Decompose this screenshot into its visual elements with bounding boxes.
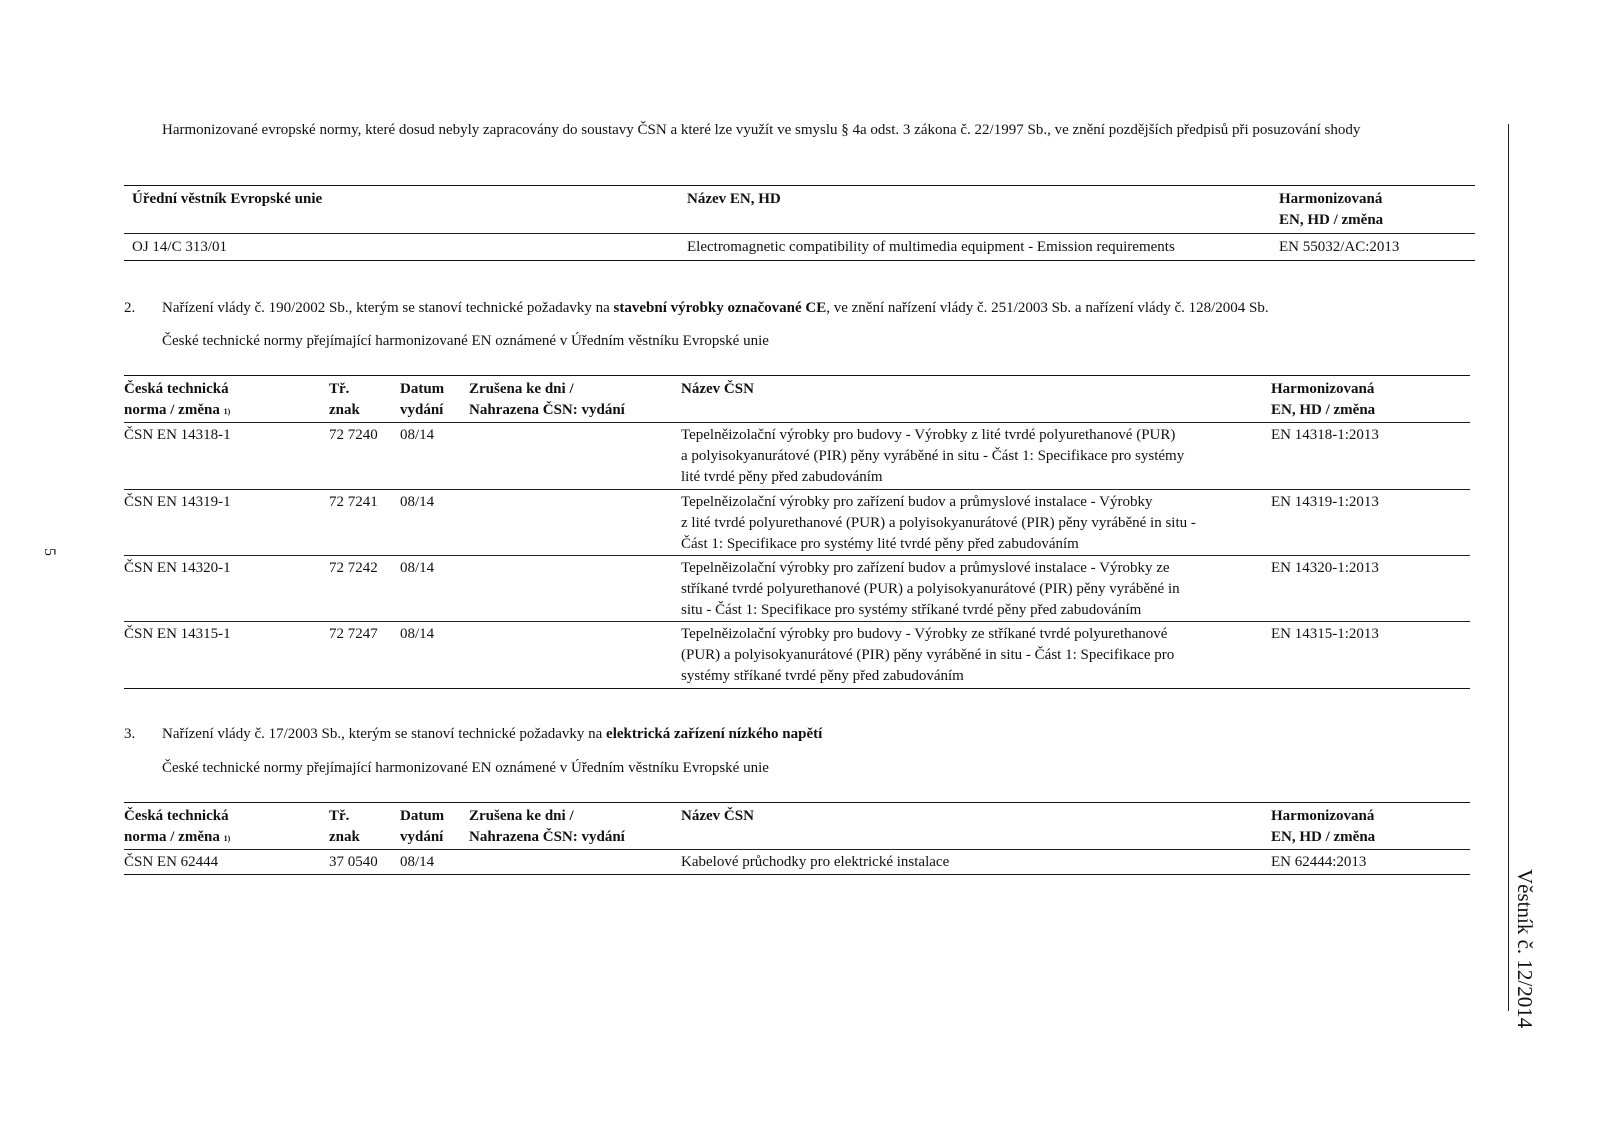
cell-norm: ČSN EN 14318-1 (124, 427, 231, 443)
cell-csn-name-l3: systémy stříkané tvrdé pěny před zabudováním (681, 668, 964, 684)
col-header-class-l2: znak (329, 829, 360, 845)
cell-date: 08/14 (400, 494, 435, 510)
journal-title: Věstník č. 12/2014 (1513, 869, 1537, 1029)
cell-norm: ČSN EN 14319-1 (124, 494, 231, 510)
cell-date: 08/14 (400, 560, 435, 576)
cell-name: Electromagnetic compatibility of multimedia equipment - Emission requirements (687, 239, 1175, 255)
col-header-norm-l1: Česká technická (124, 381, 229, 397)
cell-csn-name-l1: Tepelněizolační výrobky pro budovy - Výrobky z lité tvrdé polyurethanové (PUR) (681, 427, 1176, 443)
col-header-norm-l2: norma / změna $^{1)}$ (124, 402, 231, 418)
table-rule (124, 555, 1470, 556)
col-header-norm-l2: norma / změna $^{1)}$ (124, 829, 231, 845)
cell-csn-name-l1: Tepelněizolační výrobky pro zařízení budov a průmyslové instalace - Výrobky ze (681, 560, 1170, 576)
col-header-harmonized-l1: Harmonizovaná (1271, 808, 1375, 824)
cell-csn-name-l1: Tepelněizolační výrobky pro budovy - Výrobky ze stříkané tvrdé polyurethanové (681, 626, 1168, 642)
cell-csn-name-l3: lité tvrdé pěny před zabudováním (681, 469, 883, 485)
table-rule (124, 185, 1475, 186)
table-rule (124, 874, 1470, 875)
col-header-harmonized-l1: Harmonizovaná (1271, 381, 1375, 397)
table-rule (124, 621, 1470, 622)
table-rule (124, 233, 1475, 234)
cell-csn-name-l2: a polyisokyanurátové (PIR) pěny vyráběné in situ - Část 1: Specifikace pro systémy (681, 448, 1185, 464)
table-rule (124, 260, 1475, 261)
cell-class: 72 7242 (329, 560, 378, 576)
section-number: 2. (124, 300, 136, 316)
cell-harmonized: EN 62444:2013 (1271, 854, 1367, 870)
cell-csn-name-l2: z lité tvrdé polyurethanové (PUR) a polyisokyanurátové (PIR) pěny vyráběné in situ - (681, 515, 1196, 531)
cell-class: 72 7240 (329, 427, 378, 443)
cell-class: 72 7247 (329, 626, 378, 642)
cell-csn-name: Kabelové průchodky pro elektrické instalace (681, 854, 950, 870)
table-rule (124, 422, 1470, 423)
margin-rule (1508, 124, 1509, 1011)
intro-paragraph: Harmonizované evropské normy, které dosud nebyly zapracovány do soustavy ČSN a které lze využít ve smyslu § 4a odst. 3 zákona č. 22/1997 Sb., ve znění pozdějších předpisů při posuzování shody (162, 122, 1361, 138)
table-rule (124, 489, 1470, 490)
section-heading: Nařízení vlády č. 17/2003 Sb., kterým se stanoví technické požadavky na elektrická zařízení nízkého napětí (162, 726, 823, 742)
section-number: 3. (124, 726, 136, 742)
cell-harmonized: EN 14315-1:2013 (1271, 626, 1379, 642)
table-rule (124, 688, 1470, 689)
col-header-journal: Úřední věstník Evropské unie (132, 191, 323, 207)
cell-csn-name-l2: (PUR) a polyisokyanurátové (PIR) pěny vyráběné in situ - Část 1: Specifikace pro (681, 647, 1175, 663)
table-rule (124, 375, 1470, 376)
col-header-harmonized-l2: EN, HD / změna (1279, 212, 1384, 228)
col-header-class-l1: Tř. (329, 381, 350, 397)
col-header-replaced-l1: Zrušena ke dni / (469, 381, 574, 397)
section-heading: Nařízení vlády č. 190/2002 Sb., kterým se stanoví technické požadavky na stavební výrobky označované CE, ve znění nařízení vlády č. 251/2003 Sb. a nařízení vlády č. 128/2004 Sb. (162, 300, 1269, 316)
col-header-harmonized-l2: EN, HD / změna (1271, 402, 1376, 418)
cell-class: 37 0540 (329, 854, 378, 870)
cell-norm: ČSN EN 62444 (124, 854, 219, 870)
cell-norm: ČSN EN 14320-1 (124, 560, 231, 576)
cell-csn-name-l1: Tepelněizolační výrobky pro zařízení budov a průmyslové instalace - Výrobky (681, 494, 1153, 510)
col-header-date-l1: Datum (400, 381, 445, 397)
cell-harmonized: EN 14319-1:2013 (1271, 494, 1379, 510)
col-header-date-l1: Datum (400, 808, 445, 824)
col-header-class-l1: Tř. (329, 808, 350, 824)
cell-harmonized: EN 55032/AC:2013 (1279, 239, 1400, 255)
cell-date: 08/14 (400, 854, 435, 870)
page-number: 5 (41, 548, 58, 556)
col-header-replaced-l2: Nahrazena ČSN: vydání (469, 829, 625, 845)
cell-date: 08/14 (400, 626, 435, 642)
cell-class: 72 7241 (329, 494, 378, 510)
section-subtitle: České technické normy přejímající harmonizované EN oznámené v Úředním věstníku Evropské unie (162, 333, 769, 349)
cell-harmonized: EN 14320-1:2013 (1271, 560, 1379, 576)
cell-csn-name-l3: Část 1: Specifikace pro systémy lité tvrdé pěny před zabudováním (681, 536, 1079, 552)
section-subtitle: České technické normy přejímající harmonizované EN oznámené v Úředním věstníku Evropské unie (162, 760, 769, 776)
col-header-csn-name: Název ČSN (681, 808, 754, 824)
cell-date: 08/14 (400, 427, 435, 443)
cell-csn-name-l3: situ - Část 1: Specifikace pro systémy stříkané tvrdé pěny před zabudováním (681, 602, 1142, 618)
col-header-harmonized-l1: Harmonizovaná (1279, 191, 1383, 207)
col-header-replaced-l2: Nahrazena ČSN: vydání (469, 402, 625, 418)
col-header-replaced-l1: Zrušena ke dni / (469, 808, 574, 824)
col-header-class-l2: znak (329, 402, 360, 418)
col-header-date-l2: vydání (400, 402, 444, 418)
table-rule (124, 849, 1470, 850)
cell-norm: ČSN EN 14315-1 (124, 626, 231, 642)
col-header-harmonized-l2: EN, HD / změna (1271, 829, 1376, 845)
col-header-norm-l1: Česká technická (124, 808, 229, 824)
cell-harmonized: EN 14318-1:2013 (1271, 427, 1379, 443)
col-header-date-l2: vydání (400, 829, 444, 845)
cell-journal: OJ 14/C 313/01 (132, 239, 228, 255)
cell-csn-name-l2: stříkané tvrdé polyurethanové (PUR) a polyisokyanurátové (PIR) pěny vyráběné in (681, 581, 1180, 597)
col-header-csn-name: Název ČSN (681, 381, 754, 397)
table-rule (124, 802, 1470, 803)
col-header-name: Název EN, HD (687, 191, 781, 207)
